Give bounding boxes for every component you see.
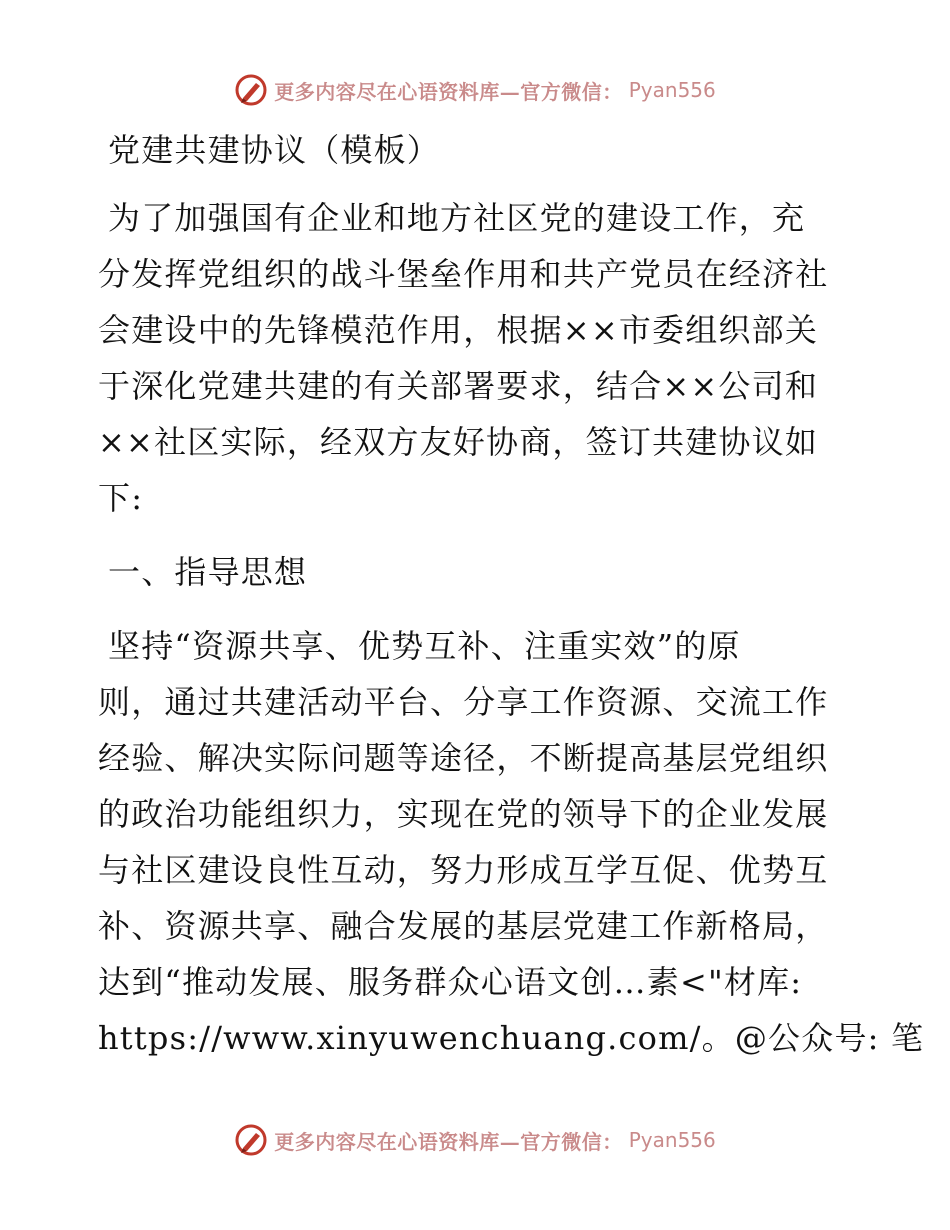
watermark-header — [0, 70, 950, 110]
intro-line: 会建设中的先锋模范作用，根据××市委组织部关 — [98, 311, 819, 349]
watermark-contact: Pyan556 — [628, 1128, 716, 1152]
section1-line: 与社区建设良性互动，努力形成互学互促、优势互 — [98, 851, 829, 889]
watermark-footer — [0, 1120, 950, 1160]
document-title: 党建共建协议（模板） — [108, 131, 441, 169]
section1-paragraph — [98, 618, 925, 1066]
pen-logo-icon — [234, 1123, 268, 1157]
watermark-text: 更多内容尽在心语资料库—官方微信： — [274, 1129, 623, 1154]
section-heading: 一、指导思想 — [108, 553, 308, 591]
intro-line: 分发挥党组织的战斗堡垒作用和共产党员在经济社 — [98, 255, 829, 293]
watermark-contact: Pyan556 — [628, 78, 716, 102]
pen-logo-icon — [234, 73, 268, 107]
section1-line: 坚持“资源共享、优势互补、注重实效”的原 — [108, 627, 741, 665]
section1-line: 经验、解决实际问题等途径，不断提高基层党组织 — [98, 739, 829, 777]
section1-line: 达到“推动发展、服务群众心语文创…素<"材库: — [98, 963, 803, 1001]
intro-line: ××社区实际，经双方友好协商，签订共建协议如 — [98, 423, 819, 461]
intro-paragraph — [98, 190, 850, 526]
section1-line: https://www.xinyuwenchuang.com/。@公众号: 笔 — [98, 1019, 925, 1057]
intro-line: 为了加强国有企业和地方社区党的建设工作，充 — [108, 199, 806, 237]
section1-line: 补、资源共享、融合发展的基层党建工作新格局， — [98, 907, 829, 945]
watermark-text: 更多内容尽在心语资料库—官方微信： — [274, 79, 623, 104]
intro-line: 下: — [98, 479, 144, 517]
section1-line: 则，通过共建活动平台、分享工作资源、交流工作 — [98, 683, 829, 721]
document-body — [98, 122, 925, 1066]
section1-line: 的政治功能组织力，实现在党的领导下的企业发展 — [98, 795, 829, 833]
intro-line: 于深化党建共建的有关部署要求，结合××公司和 — [98, 367, 819, 405]
